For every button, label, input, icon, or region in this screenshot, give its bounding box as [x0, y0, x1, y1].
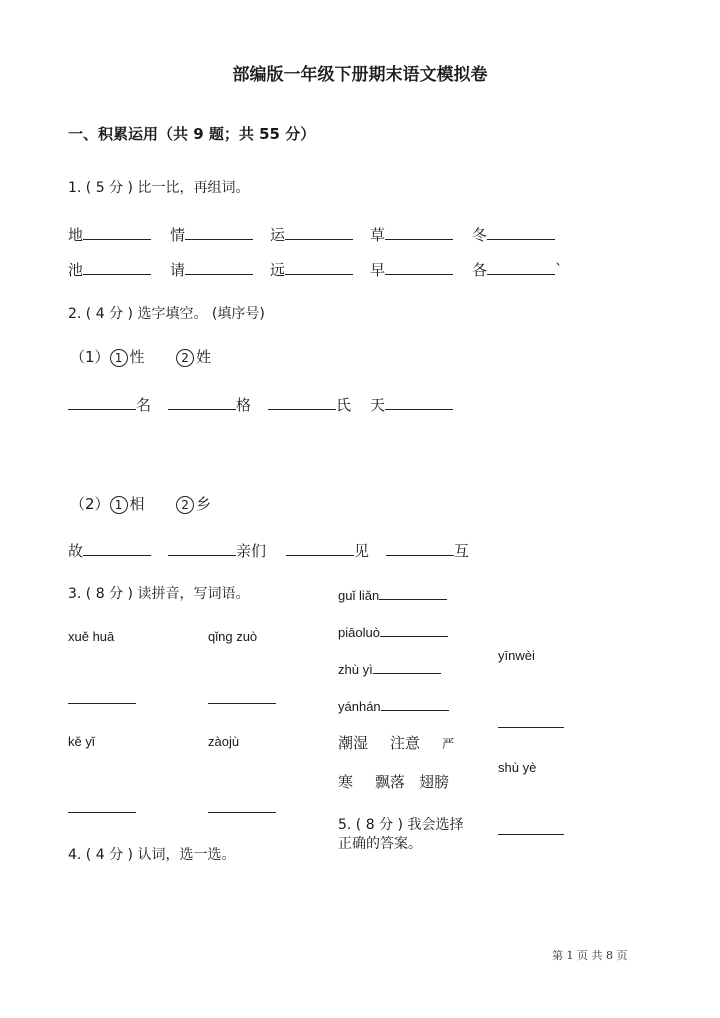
q3-blank — [208, 689, 276, 708]
q3-pinyin: yīnwèi — [498, 648, 535, 663]
question-3-label: 3. ( 8 分 ) 读拼音，写词语。 — [68, 586, 250, 602]
q2-part1-options: （1） 1 性 2 姓 — [70, 348, 212, 366]
q3-blank — [498, 820, 564, 839]
q1-row2-item: 池 — [68, 259, 151, 280]
q2-part1-item: 名 — [68, 394, 151, 415]
q3-pinyin: piāoluò — [338, 622, 448, 640]
q2-part1-item: 天 — [370, 394, 453, 415]
q3-word-bank: 潮湿 注意 严 — [338, 734, 455, 752]
q3-blank — [68, 689, 136, 708]
section-heading: 一、积累运用（共 9 题；共 55 分） — [68, 125, 316, 143]
q1-row2-item: 早 — [370, 259, 453, 280]
page-footer: 第 1 页 共 8 页 — [552, 949, 628, 962]
q3-blank — [498, 713, 564, 732]
q3-blank — [208, 798, 276, 817]
question-2-label: 2. ( 4 分 ) 选字填空。 (填序号) — [68, 306, 265, 322]
q3-pinyin: zàojù — [208, 734, 240, 749]
page-title: 部编版一年级下册期末语文模拟卷 — [232, 65, 488, 85]
question-4-label: 4. ( 4 分 ) 认词，选一选。 — [68, 847, 236, 863]
q3-pinyin: guǐ liǎn — [338, 585, 447, 603]
q3-pinyin: zhù yì — [338, 659, 441, 677]
q1-row2-item: 各 ` — [472, 261, 563, 279]
question-1-label: 1. ( 5 分 ) 比一比，再组词。 — [68, 180, 250, 196]
q1-row1-item: 运 — [270, 224, 353, 245]
q3-word-bank: 寒 飘落 翅膀 — [338, 773, 450, 791]
q1-row2-item: 远 — [270, 259, 353, 280]
q1-row1-item: 情 — [170, 224, 253, 245]
q3-pinyin: xuě huā — [68, 629, 115, 644]
q3-pinyin: shù yè — [498, 760, 537, 775]
q3-pinyin: yánhán — [338, 696, 449, 714]
q1-row2-item: 请 — [170, 259, 253, 280]
q3-pinyin: kě yǐ — [68, 734, 95, 749]
q1-row1-item: 冬 — [472, 224, 555, 245]
q2-part2-item: 见 — [286, 540, 369, 561]
q2-part2-options: （2） 1 相 2 乡 — [70, 495, 212, 513]
q3-blank — [68, 798, 136, 817]
q2-part2-item: 故 — [68, 540, 151, 561]
q2-part2-item: 亲们 — [168, 540, 266, 561]
q2-part1-item: 氏 — [268, 394, 351, 415]
q2-part2-item: 互 — [386, 540, 469, 561]
q2-part1-item: 格 — [168, 394, 251, 415]
q1-row1-item: 地 — [68, 224, 151, 245]
q3-pinyin: qǐng zuò — [208, 629, 258, 644]
question-5-label: 5. ( 8 分 ) 我会选择 正确的答案。 — [338, 817, 464, 852]
q1-row1-item: 草 — [370, 224, 453, 245]
